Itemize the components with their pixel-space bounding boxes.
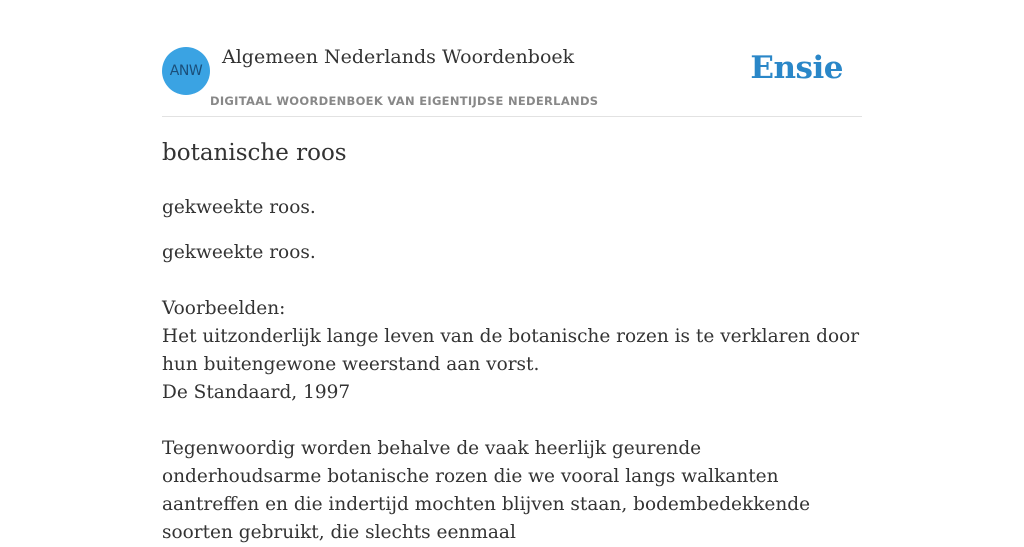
site-header	[162, 0, 862, 117]
anw-logo[interactable]	[162, 47, 210, 95]
entry-definition: gekweekte roos.	[162, 242, 316, 263]
logo-text: ANW	[169, 63, 203, 79]
entry-summary: gekweekte roos.	[162, 197, 316, 218]
paragraph-gap	[162, 407, 862, 435]
site-subtitle: DIGITAAL WOORDENBOEK VAN EIGENTIJDSE NEDERLANDS	[210, 94, 599, 108]
paragraph-gap	[162, 267, 862, 295]
ensie-brand-link[interactable]: Ensie	[750, 50, 843, 86]
example-text: Het uitzonderlijk lange leven van de botanische rozen is te verklaren door hun buitengewone weerstand aan vorst.	[162, 326, 860, 375]
example-text: Tegenwoordig worden behalve de vaak heerlijk geurende onderhoudsarme botanische rozen die we vooral langs walkanten aantreffen en die indertijd mochten blijven staan, bodembedekkende soorten gebruikt, die slechts eenmaal	[162, 438, 811, 543]
site-title-link[interactable]: Algemeen Nederlands Woordenboek	[222, 46, 575, 68]
entry-term: botanische roos	[162, 140, 347, 166]
entry-body	[162, 239, 862, 547]
example-source: De Standaard, 1997	[162, 382, 351, 403]
page-container	[162, 0, 862, 543]
examples-label: Voorbeelden:	[162, 298, 286, 319]
